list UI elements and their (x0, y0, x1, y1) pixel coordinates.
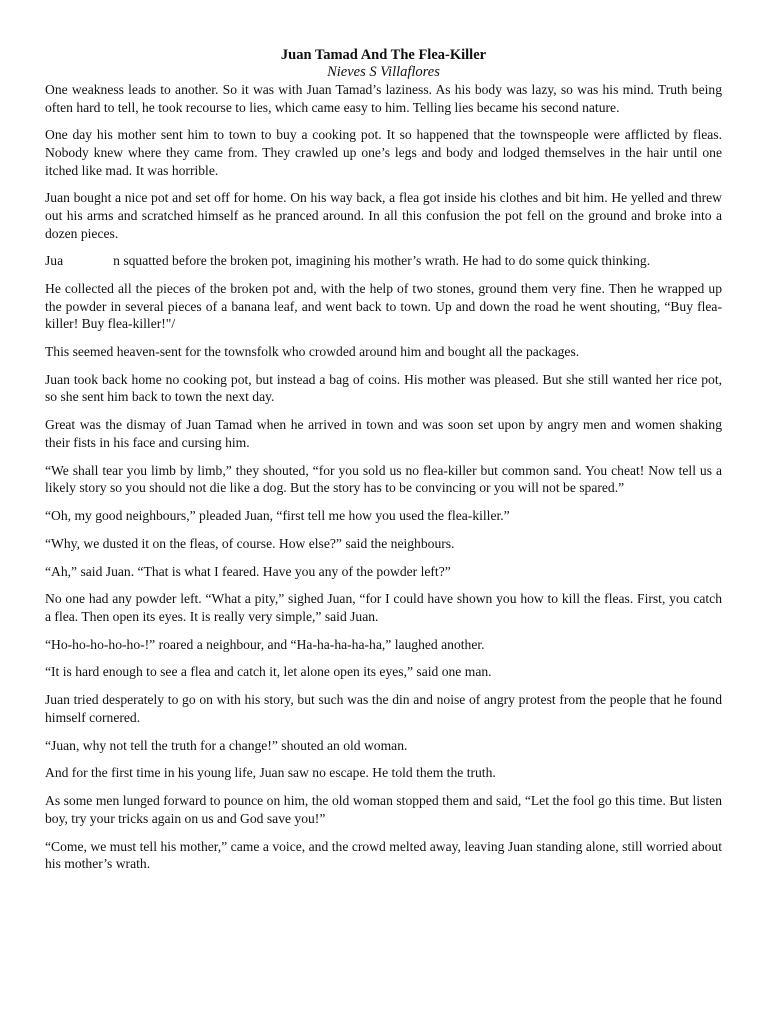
paragraph-2: One day his mother sent him to town to buy a cooking pot. It so happened that the townspeople were afflicted by fleas. Nobody knew where they came from. They crawled up one’s legs and body and lodged themselves in the hair until one itched like mad. It was horrible. (45, 127, 722, 178)
paragraph-11: “Why, we dusted it on the fleas, of course. How else?” said the neighbours. (45, 535, 455, 551)
paragraph-6: This seemed heaven-sent for the townsfolk who crowded around him and bought all the packages. (45, 344, 580, 360)
paragraph-4 (45, 252, 722, 270)
paragraph-19: As some men lunged forward to pounce on him, the old woman stopped them and said, “Let the fool go this time. But listen boy, try your tricks again on us and God save you!” (45, 793, 722, 826)
paragraph-10: “Oh, my good neighbours,” pleaded Juan, “first tell me how you used the flea-killer.” (45, 507, 510, 523)
paragraph-4-rest: n squatted before the broken pot, imagining his mother’s wrath. He had to do some quick thinking. (113, 253, 651, 269)
paragraph-15: “It is hard enough to see a flea and catch it, let alone open its eyes,” said one man. (45, 664, 492, 680)
paragraph-14: “Ho-ho-ho-ho-ho-!” roared a neighbour, and “Ha-ha-ha-ha-ha,” laughed another. (45, 636, 485, 652)
paragraph-20: “Come, we must tell his mother,” came a voice, and the crowd melted away, leaving Juan standing alone, still worried about his mother’s wrath. (45, 838, 722, 872)
paragraph-9: “We shall tear you limb by limb,” they shouted, “for you sold us no flea-killer but common sand. You cheat! Now tell us a likely story so you should not die like a dog. But the story has to be convincing or you will not be spared.” (45, 462, 722, 496)
paragraph-13: No one had any powder left. “What a pity,” sighed Juan, “for I could have shown you how to kill the fleas. First, you catch a flea. Then open its eyes. It is really very simple,” said Juan. (45, 591, 722, 624)
paragraph-5: He collected all the pieces of the broken pot and, with the help of two stones, ground them very fine. Then he wrapped up the powder in several pieces of a banana leaf, and went back to town. Up and down the road he went shouting, “Buy flea-killer! Buy flea-killer!"/ (45, 281, 722, 332)
paragraph-1: One weakness leads to another. So it was with Juan Tamad’s laziness. As his body was lazy, so was his mind. Truth being often hard to tell, he took recourse to lies, which came easy to him. Telling lies became his second nature. (45, 82, 722, 115)
paragraph-3: Juan bought a nice pot and set off for home. On his way back, a flea got inside his clothes and bit him. He yelled and threw out his arms and scratched himself as he pranced around. In all this confusion the pot fell on the ground and broke into a dozen pieces. (45, 190, 722, 241)
paragraph-16: Juan tried desperately to go on with his story, but such was the din and noise of angry protest from the people that he found himself cornered. (45, 692, 722, 725)
paragraph-4-start: Jua (45, 253, 64, 269)
paragraph-7: Juan took back home no cooking pot, but instead a bag of coins. His mother was pleased. But she still wanted her rice pot, so she sent him back to town the next day. (45, 371, 722, 405)
document-page (45, 46, 722, 883)
story-title: Juan Tamad And The Flea-Killer (280, 47, 487, 63)
paragraph-18: And for the first time in his young life, Juan saw no escape. He told them the truth. (45, 765, 496, 781)
paragraph-8: Great was the dismay of Juan Tamad when he arrived in town and was soon set upon by angry men and women shaking their fists in his face and cursing him. (45, 417, 722, 450)
paragraph-17: “Juan, why not tell the truth for a change!” shouted an old woman. (45, 737, 408, 753)
story-author: Nieves S Villaflores (327, 64, 440, 80)
paragraph-12: “Ah,” said Juan. “That is what I feared. Have you any of the powder left?” (45, 563, 451, 579)
